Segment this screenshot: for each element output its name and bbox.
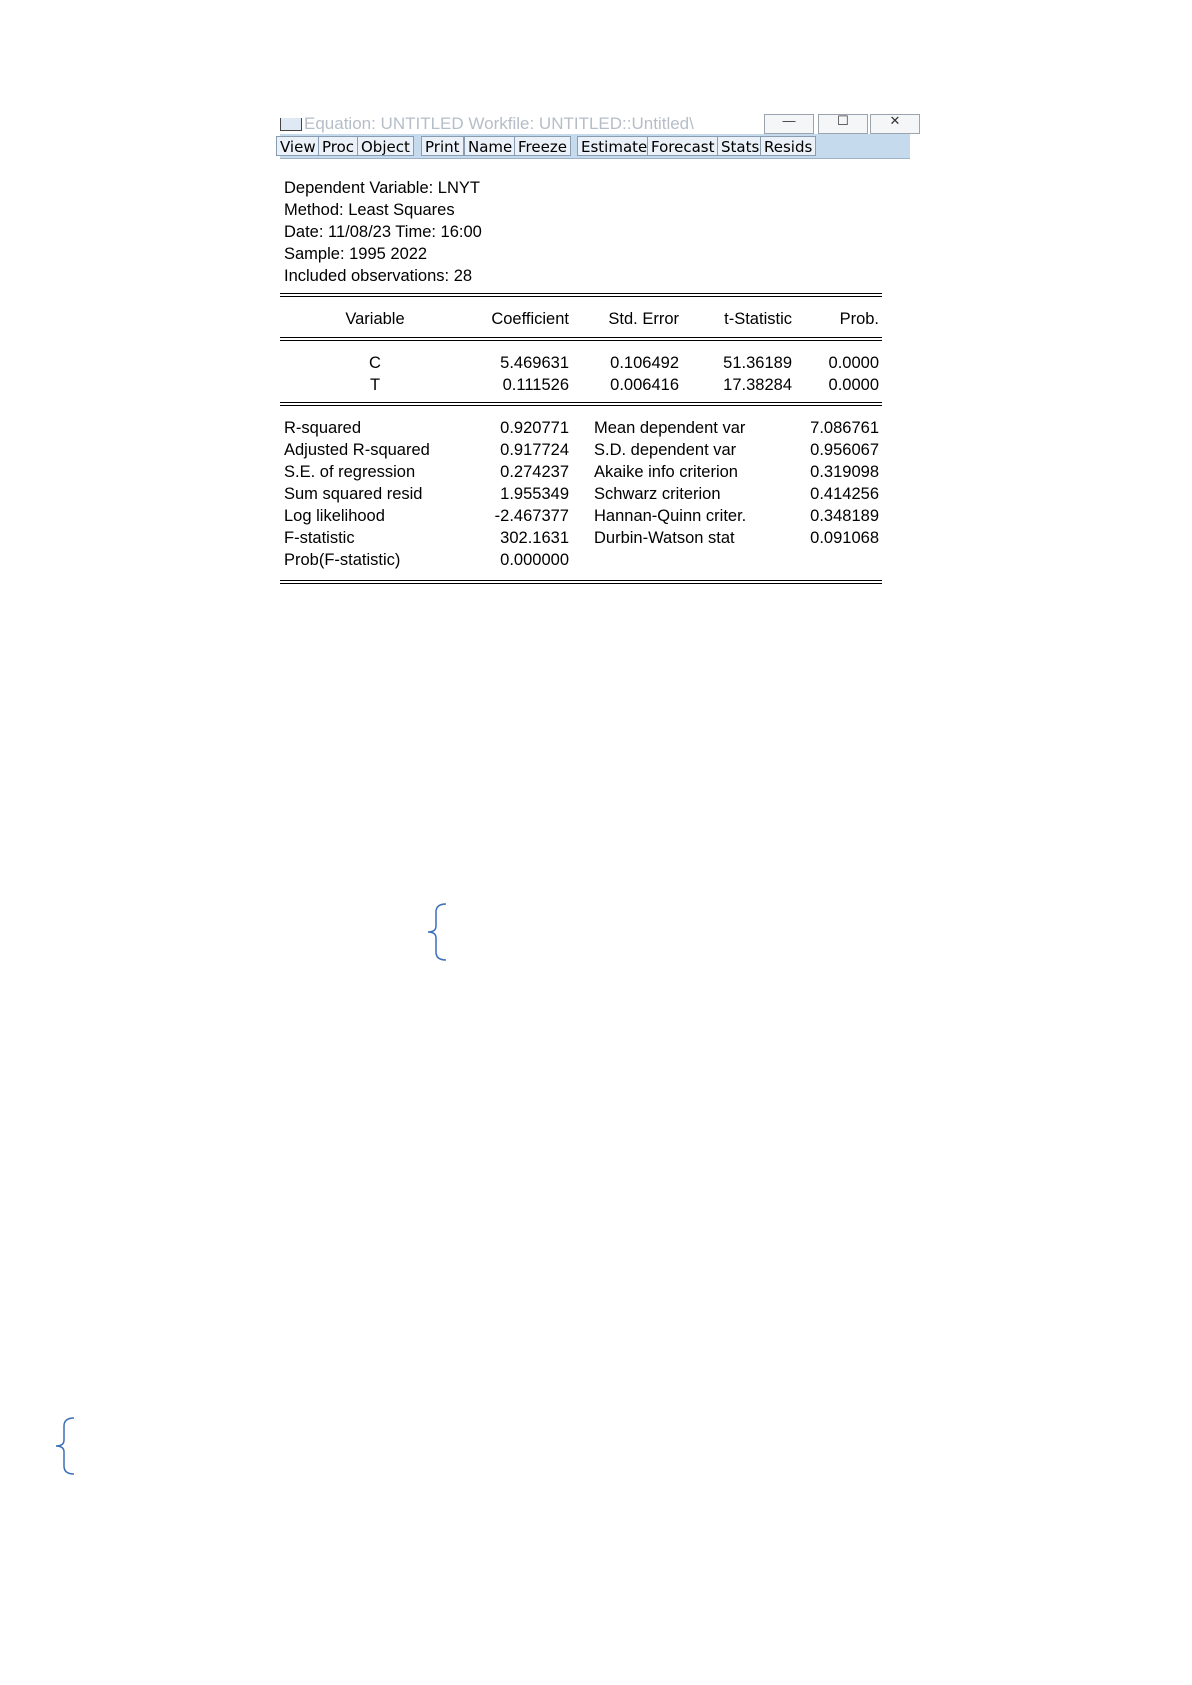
stat-label: S.D. dependent var [594,441,737,459]
stat-value: 0.000000 [500,551,569,569]
name-button[interactable]: Name [464,136,516,156]
col-header-coefficient: Coefficient [491,310,569,328]
stat-value: 0.274237 [500,463,569,481]
t-stat-t: 17.38284 [723,376,792,394]
resids-button[interactable]: Resids [760,136,816,156]
stat-label: Hannan-Quinn criter. [594,507,747,525]
maximize-button[interactable]: ☐ [818,114,868,134]
stat-value: 0.917724 [500,441,569,459]
coef-value-t: 0.111526 [502,376,569,394]
stat-value: 0.348189 [810,507,879,525]
stat-value: 0.414256 [810,485,879,503]
table-divider [280,402,882,406]
stat-label: Durbin-Watson stat [594,529,735,547]
col-header-variable: Variable [345,310,405,328]
print-button[interactable]: Print [421,136,464,156]
object-button[interactable]: Object [357,136,414,156]
window-title: Equation: UNTITLED Workfile: UNTITLED::Untitled\ [304,114,694,133]
col-header-prob: Prob. [839,310,879,328]
curly-brace-icon [424,902,450,962]
stat-value: 0.091068 [810,529,879,547]
included-observations: Included observations: 28 [284,267,473,285]
prob-c: 0.0000 [828,354,879,372]
forecast-button[interactable]: Forecast [647,136,718,156]
freeze-button[interactable]: Freeze [514,136,571,156]
equation-window [280,113,910,594]
stat-label: Sum squared resid [284,485,423,503]
proc-button[interactable]: Proc [318,136,358,156]
stat-label: Akaike info criterion [594,463,738,481]
coef-variable-t: T [369,376,381,394]
prob-t: 0.0000 [828,376,879,394]
table-divider [280,580,882,584]
method: Method: Least Squares [284,201,455,219]
date-time: Date: 11/08/23 Time: 16:00 [284,223,482,241]
estimate-button[interactable]: Estimate [577,136,651,156]
table-divider [280,337,882,341]
std-error-c: 0.106492 [610,354,679,372]
stat-label: S.E. of regression [284,463,416,481]
stat-value: 0.920771 [500,419,569,437]
equation-output [280,124,910,594]
table-divider [280,293,882,297]
stat-label: Adjusted R-squared [284,441,430,459]
stats-button[interactable]: Stats [717,136,763,156]
stat-value: 302.1631 [500,529,569,547]
view-button[interactable]: View [276,136,320,156]
col-header-std-error: Std. Error [608,310,679,328]
stat-label: Log likelihood [284,507,385,525]
col-header-t-statistic: t-Statistic [724,310,792,328]
stat-label: Schwarz criterion [594,485,721,503]
stat-value: 0.956067 [810,441,879,459]
coef-value-c: 5.469631 [500,354,569,372]
close-button[interactable]: ✕ [870,114,920,134]
stat-label: Mean dependent var [594,419,746,437]
t-stat-c: 51.36189 [723,354,792,372]
stat-label: R-squared [284,419,362,437]
stat-label: Prob(F-statistic) [284,551,401,569]
std-error-t: 0.006416 [610,376,679,394]
stat-value: -2.467377 [494,507,569,525]
coef-variable-c: C [369,354,381,372]
stat-value: 7.086761 [810,419,879,437]
sample: Sample: 1995 2022 [284,245,428,263]
minimize-button[interactable]: — [764,114,814,134]
stat-value: 0.319098 [810,463,879,481]
curly-brace-icon [52,1416,78,1476]
stat-label: F-statistic [284,529,355,547]
dependent-variable: Dependent Variable: LNYT [284,179,480,197]
stat-value: 1.955349 [500,485,569,503]
